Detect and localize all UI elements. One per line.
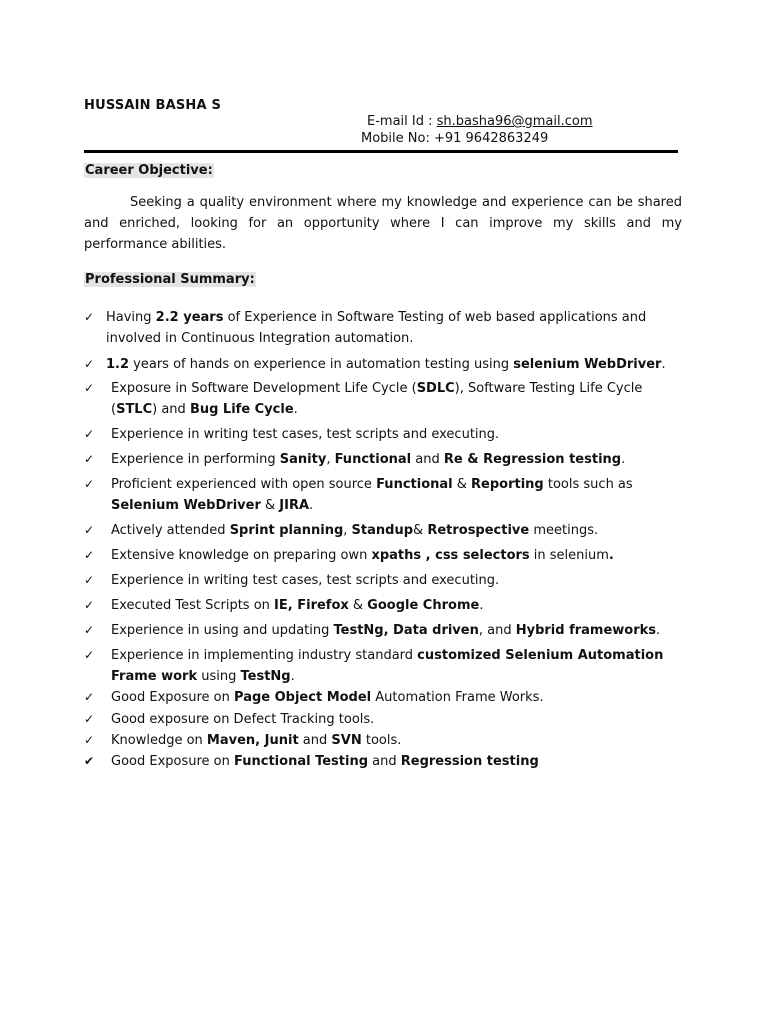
checkmark-icon: ✓: [84, 381, 95, 395]
emphasis-text: customized Selenium Automation Frame work: [111, 648, 664, 684]
plain-text: Automation Frame Works.: [371, 690, 544, 705]
plain-text: Experience in performing: [111, 452, 280, 467]
plain-text: Good Exposure on: [111, 754, 235, 769]
plain-text: Good Exposure on: [111, 690, 235, 705]
checkmark-icon: ✓: [84, 523, 95, 537]
checkmark-icon: ✓: [84, 573, 95, 587]
emphasis-text: STLC: [116, 402, 153, 417]
plain-text: and: [298, 733, 332, 748]
plain-text: .: [661, 357, 666, 372]
emphasis-text: Regression testing: [400, 754, 539, 769]
summary-item-text: [111, 520, 681, 541]
summary-item-text: [111, 570, 681, 591]
plain-text: ) and: [152, 402, 190, 417]
mobile-line: Mobile No: +91 9642863249: [361, 131, 549, 146]
emphasis-text: Page Object Model: [234, 690, 372, 705]
career-objective-body: Seeking a quality environment where my knowledge and experience can be shared and enriched, looking for an opportunity where I can improve my skills and my performance abilities.: [84, 195, 682, 252]
emphasis-text: .: [608, 548, 614, 563]
plain-text: .: [656, 623, 661, 638]
plain-text: &: [348, 598, 368, 613]
emphasis-text: Sprint planning: [229, 523, 344, 538]
plain-text: using: [197, 669, 241, 684]
summary-item-text: [106, 354, 676, 375]
checkmark-icon: ✓: [84, 712, 95, 726]
summary-item-text: [111, 730, 681, 751]
checkmark-icon: ✓: [84, 427, 95, 441]
emphasis-text: IE, Firefox: [274, 598, 349, 613]
plain-text: tools such as: [543, 477, 633, 492]
summary-item-text: [111, 751, 681, 772]
career-objective-text: [84, 192, 682, 255]
emphasis-text: SDLC: [416, 381, 455, 396]
checkmark-icon: ✓: [84, 477, 95, 491]
emphasis-text: 1.2: [106, 357, 130, 372]
summary-item-text: [111, 709, 681, 730]
header-divider: [84, 150, 678, 153]
plain-text: years of hands on experience in automation testing using: [129, 357, 514, 372]
plain-text: and: [411, 452, 444, 467]
plain-text: Experience in writing test cases, test scripts and executing.: [111, 427, 500, 442]
plain-text: tools.: [361, 733, 402, 748]
plain-text: , and: [478, 623, 516, 638]
plain-text: of Experience in Software Testing of web based applications and involved in Continuous Integration automation.: [106, 310, 647, 346]
plain-text: ,: [326, 452, 335, 467]
checkmark-icon: ✓: [84, 310, 95, 324]
emphasis-text: TestNg: [240, 669, 291, 684]
emphasis-text: Retrospective: [427, 523, 530, 538]
summary-item-text: [111, 687, 681, 708]
plain-text: Extensive knowledge on preparing own: [111, 548, 372, 563]
email-domain: @gmail.com: [511, 114, 593, 129]
plain-text: and: [368, 754, 401, 769]
emphasis-text: Functional Testing: [234, 754, 369, 769]
checkmark-icon: ✓: [84, 548, 95, 562]
emphasis-text: Hybrid frameworks: [515, 623, 657, 638]
plain-text: ,: [343, 523, 352, 538]
professional-summary-heading: Professional Summary:: [85, 272, 255, 287]
plain-text: .: [293, 402, 298, 417]
plain-text: Experience in using and updating: [111, 623, 334, 638]
emphasis-text: xpaths , css selectors: [371, 548, 530, 563]
plain-text: Proficient experienced with open source: [111, 477, 377, 492]
summary-item-text: [111, 595, 681, 616]
summary-item-text: [111, 545, 681, 566]
plain-text: Actively attended: [111, 523, 230, 538]
plain-text: in selenium: [529, 548, 609, 563]
plain-text: Executed Test Scripts on: [111, 598, 275, 613]
plain-text: .: [309, 498, 314, 513]
email-address[interactable]: [437, 114, 593, 129]
checkmark-icon: ✓: [84, 733, 95, 747]
summary-item-text: [111, 424, 681, 445]
plain-text: &: [413, 523, 428, 538]
emphasis-text: TestNg, Data driven: [333, 623, 479, 638]
plain-text: ), Software Testing Life Cycle (: [111, 381, 643, 417]
summary-item-text: [111, 449, 681, 470]
emphasis-text: Functional: [376, 477, 453, 492]
summary-item-text: [111, 474, 681, 516]
checkmark-icon: ✓: [84, 690, 95, 704]
emphasis-text: 2.2 years: [155, 310, 224, 325]
checkmark-icon: ✓: [84, 598, 95, 612]
plain-text: &: [452, 477, 472, 492]
plain-text: Exposure in Software Development Life Cycle (: [111, 381, 417, 396]
checkmark-icon: ✓: [84, 648, 95, 662]
emphasis-text: Maven, Junit: [206, 733, 299, 748]
plain-text: Having: [106, 310, 156, 325]
summary-item-text: [111, 620, 681, 641]
emphasis-text: Standup: [351, 523, 414, 538]
plain-text: .: [479, 598, 484, 613]
emphasis-text: Selenium WebDriver: [111, 498, 261, 513]
emphasis-text: Functional: [334, 452, 412, 467]
plain-text: Good exposure on Defect Tracking tools.: [111, 712, 375, 727]
emphasis-text: Bug Life Cycle: [189, 402, 294, 417]
career-objective-heading: Career Objective:: [85, 163, 213, 178]
plain-text: meetings.: [529, 523, 599, 538]
email-line: [367, 114, 593, 129]
plain-text: Experience in implementing industry standard: [111, 648, 418, 663]
emphasis-text: Re & Regression testing: [443, 452, 622, 467]
plain-text: &: [260, 498, 280, 513]
emphasis-text: Google Chrome: [367, 598, 480, 613]
email-user: sh.basha96: [436, 114, 512, 129]
checkmark-icon: ✓: [84, 623, 95, 637]
plain-text: Experience in writing test cases, test scripts and executing.: [111, 573, 500, 588]
candidate-name: HUSSAIN BASHA S: [84, 98, 222, 113]
checkmark-icon: ✓: [84, 357, 95, 371]
plain-text: .: [621, 452, 626, 467]
emphasis-text: JIRA: [279, 498, 310, 513]
summary-item-text: [111, 645, 681, 687]
emphasis-text: selenium WebDriver: [513, 357, 662, 372]
emphasis-text: SVN: [331, 733, 362, 748]
plain-text: Knowledge on: [111, 733, 207, 748]
emphasis-text: Sanity: [279, 452, 327, 467]
checkmark-icon: ✓: [84, 452, 95, 466]
plain-text: .: [290, 669, 295, 684]
summary-item-text: [111, 378, 681, 420]
email-label: E-mail Id :: [367, 114, 437, 129]
summary-item-text: [106, 307, 676, 349]
emphasis-text: Reporting: [471, 477, 544, 492]
checkmark-icon: ✔: [84, 754, 95, 768]
